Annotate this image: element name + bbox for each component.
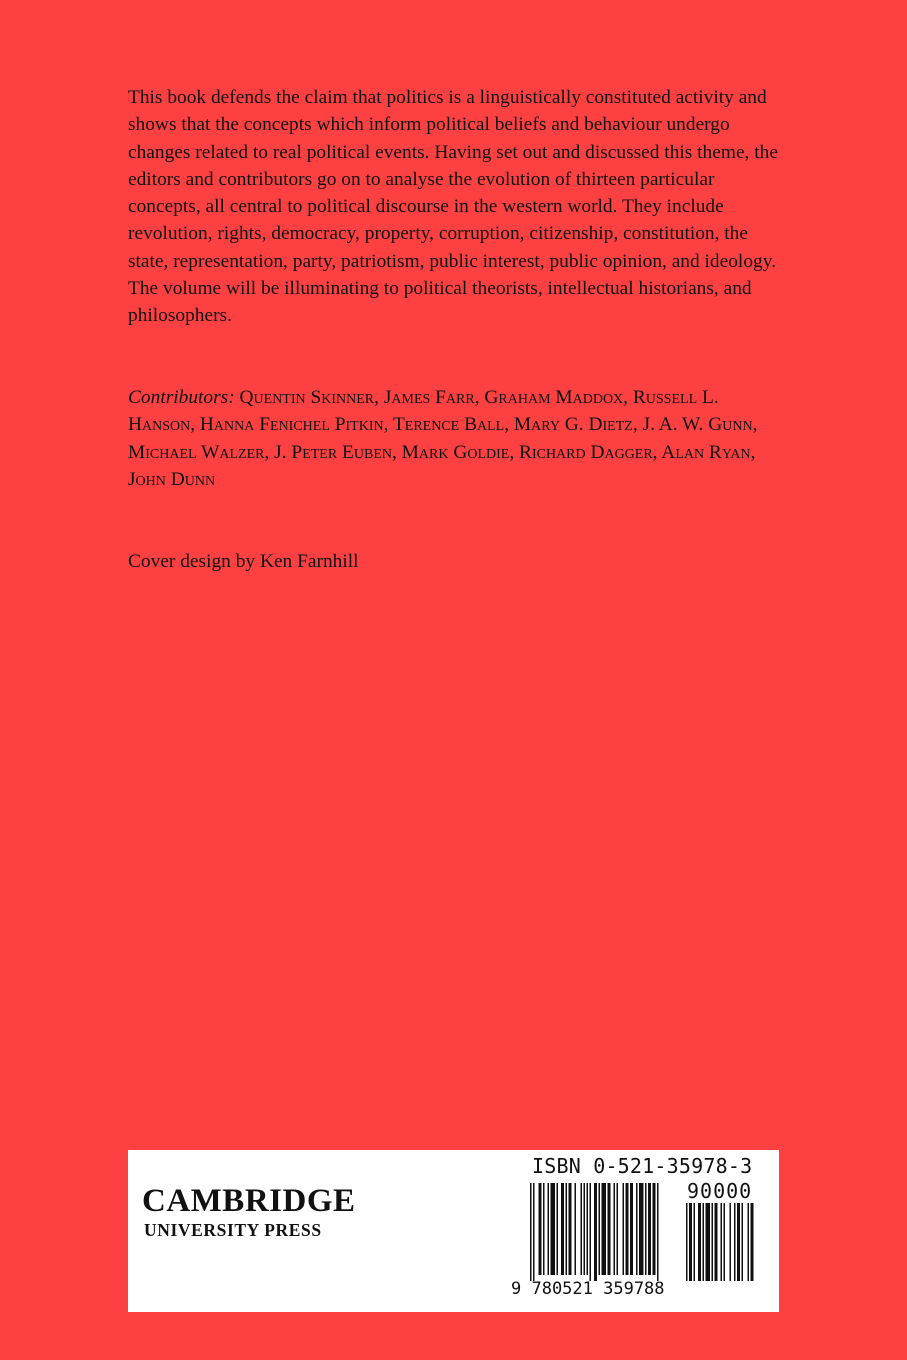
barcode-stripe: [715, 1203, 718, 1281]
price-barcode-icon: [686, 1203, 772, 1281]
barcode-stripe: [703, 1203, 705, 1281]
barcode-stripe: [539, 1183, 542, 1275]
barcode-stripe: [748, 1203, 750, 1281]
barcode-stripe: [645, 1183, 647, 1275]
barcode-stripe: [599, 1183, 601, 1275]
barcode-stripe: [712, 1203, 714, 1281]
cover-credit: Cover design by Ken Farnhill: [128, 551, 359, 572]
barcode-icon: [530, 1183, 680, 1281]
barcode-stripe: [657, 1183, 659, 1281]
barcode-stripe: [548, 1183, 550, 1275]
barcode-stripe: [626, 1183, 629, 1275]
barcode-stripe: [742, 1203, 744, 1281]
barcode-stripe: [730, 1203, 732, 1281]
barcode-stripe: [561, 1183, 564, 1275]
barcode-stripe: [551, 1183, 556, 1275]
barcode-stripe: [648, 1183, 651, 1275]
barcode-stripe: [694, 1203, 696, 1281]
barcode-stripe: [706, 1203, 711, 1281]
barcode-stripe: [686, 1203, 688, 1281]
publisher-name: CAMBRIDGE: [142, 1183, 356, 1219]
barcode-stripe: [724, 1203, 726, 1281]
barcode-stripe: [653, 1183, 656, 1275]
barcode-stripe: [737, 1203, 740, 1281]
contributors-names: Quentin Skinner, James Farr, Graham Maddox, Russell L. Hanson, Hanna Fenichel Pitkin, Terence Ball, Mary G. Dietz, J. A. W. Gunn, Michael Walzer, J. Peter Euben, Mark Goldie, Richard Dagger, Alan Ryan, John Dunn: [128, 387, 758, 490]
barcode-stripe: [734, 1203, 736, 1281]
price-code-label: 90000: [687, 1179, 753, 1203]
publisher-logo: [142, 1183, 382, 1241]
contributors-list: [128, 384, 778, 493]
barcode-stripe: [543, 1183, 545, 1275]
barcode-stripe: [594, 1183, 597, 1281]
barcode-stripe: [630, 1183, 633, 1275]
ean-number: 9 780521 359788: [511, 1279, 665, 1299]
barcode-stripe: [623, 1183, 625, 1275]
barcode-stripe: [639, 1183, 644, 1275]
barcode-stripe: [608, 1183, 611, 1275]
barcode-stripe: [614, 1183, 616, 1275]
barcode-stripe: [581, 1183, 583, 1275]
isbn-label: ISBN 0-521-35978-3: [532, 1154, 753, 1178]
barcode-stripe: [587, 1183, 589, 1275]
barcode-stripe: [617, 1183, 619, 1275]
barcode-stripe: [569, 1183, 572, 1275]
publisher-subtitle: UNIVERSITY PRESS: [144, 1220, 322, 1240]
barcode-stripe: [636, 1183, 638, 1275]
barcode-stripe: [533, 1183, 535, 1281]
blurb-paragraph: This book defends the claim that politics is a linguistically constituted activity and shows that the concepts which inform political beliefs and behaviour undergo changes related to real political events. Having set out and discussed this theme, the editors and contributors go on to analyse the evolution of thirteen particular concepts, all central to political discourse in the western world. They include revolution, rights, democracy, property, corruption, citizenship, constitution, the state, representation, party, patriotism, public interest, public opinion, and ideology. The volume will be illuminating to political theorists, intellectual historians, and philosophers.: [128, 87, 778, 327]
barcode-stripe: [590, 1183, 592, 1281]
barcode-stripe: [602, 1183, 607, 1275]
barcode-stripe: [584, 1183, 586, 1275]
publisher-barcode-panel: [128, 1150, 779, 1312]
barcode-stripe: [689, 1203, 692, 1281]
barcode-stripe: [751, 1203, 754, 1281]
barcode-stripe: [575, 1183, 577, 1275]
barcode-stripe: [557, 1183, 559, 1275]
barcode-stripe: [698, 1203, 701, 1281]
barcode-stripe: [530, 1183, 532, 1281]
contributors-label: Contributors:: [128, 387, 235, 408]
barcode-stripe: [566, 1183, 568, 1275]
barcode-stripe: [721, 1203, 723, 1281]
